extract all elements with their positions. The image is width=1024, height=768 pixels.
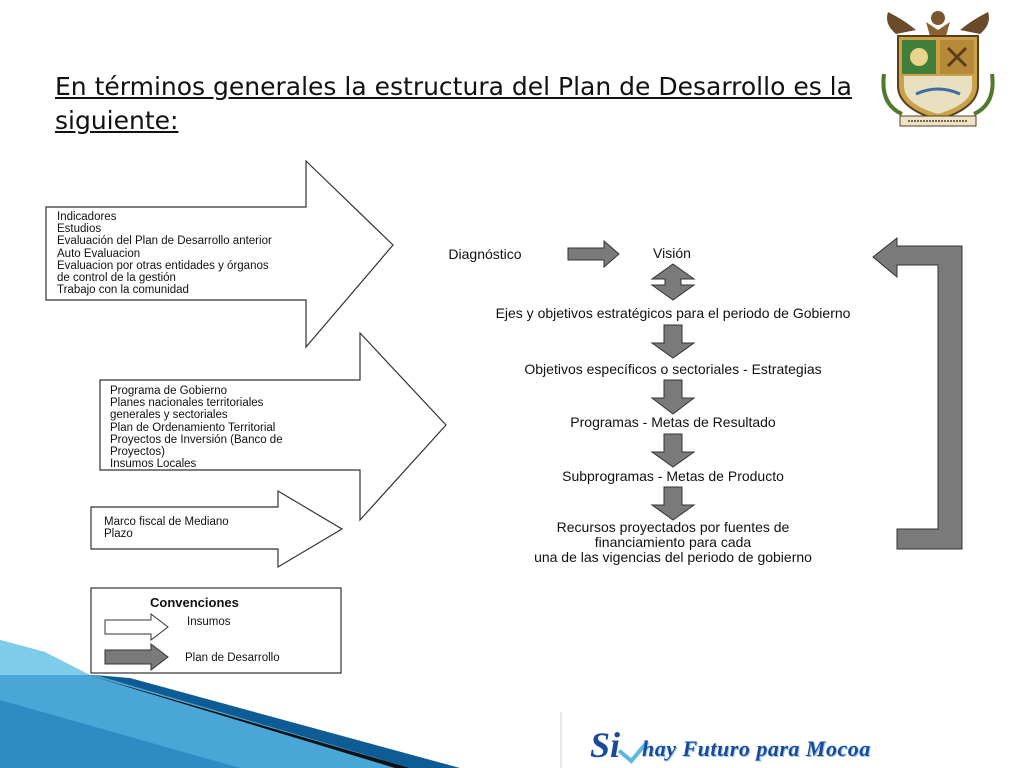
legend-plan-label: Plan de Desarrollo	[185, 652, 280, 664]
down-arrow-2	[652, 380, 694, 414]
down-arrow-4	[652, 487, 694, 520]
vision-label: Visión	[653, 245, 691, 261]
brand-slogan	[590, 727, 990, 767]
brand-slogan-text: hay Futuro para Mocoa	[642, 736, 871, 761]
convenciones-title: Convenciones	[150, 595, 239, 610]
ejes-label: Ejes y objetivos estratégicos para el periodo de Gobierno	[495, 305, 851, 321]
down-arrow-3	[652, 434, 694, 467]
subprogramas-label: Subprogramas - Metas de Producto	[562, 468, 784, 484]
feedback-arrow	[873, 238, 962, 549]
double-arrow	[652, 264, 694, 300]
slide-title: En términos generales la estructura del Plan de Desarrollo es la siguiente:	[55, 72, 852, 135]
programas-label: Programas - Metas de Resultado	[570, 414, 776, 430]
diagnostico-arrow	[568, 241, 619, 267]
legend-insumos-label: Insumos	[187, 616, 231, 628]
insumos-list-3: Marco fiscal de Mediano Plazo	[104, 516, 229, 541]
recursos-label: Recursos proyectados por fuentes de financiamiento para cada una de las vigencias del periodo de gobierno	[534, 519, 812, 565]
diagnostico-label: Diagnóstico	[448, 246, 522, 262]
brand-si: Si	[590, 725, 621, 765]
down-arrow-1	[652, 325, 694, 358]
insumos-list-2: Programa de Gobierno Planes nacionales territoriales generales y sectoriales Plan de Ordenamiento Territorial Proyectos de Inversión (Banco de Proyectos) Insumos Locales	[110, 385, 283, 471]
insumos-list-1: Indicadores Estudios Evaluación del Plan de Desarrollo anterior Auto Evaluacion Evaluacion por otras entidades y órganos de control de la gestión Trabajo con la comunidad	[57, 211, 272, 297]
objetivos-label: Objetivos específicos o sectoriales - Estrategias	[524, 361, 822, 377]
